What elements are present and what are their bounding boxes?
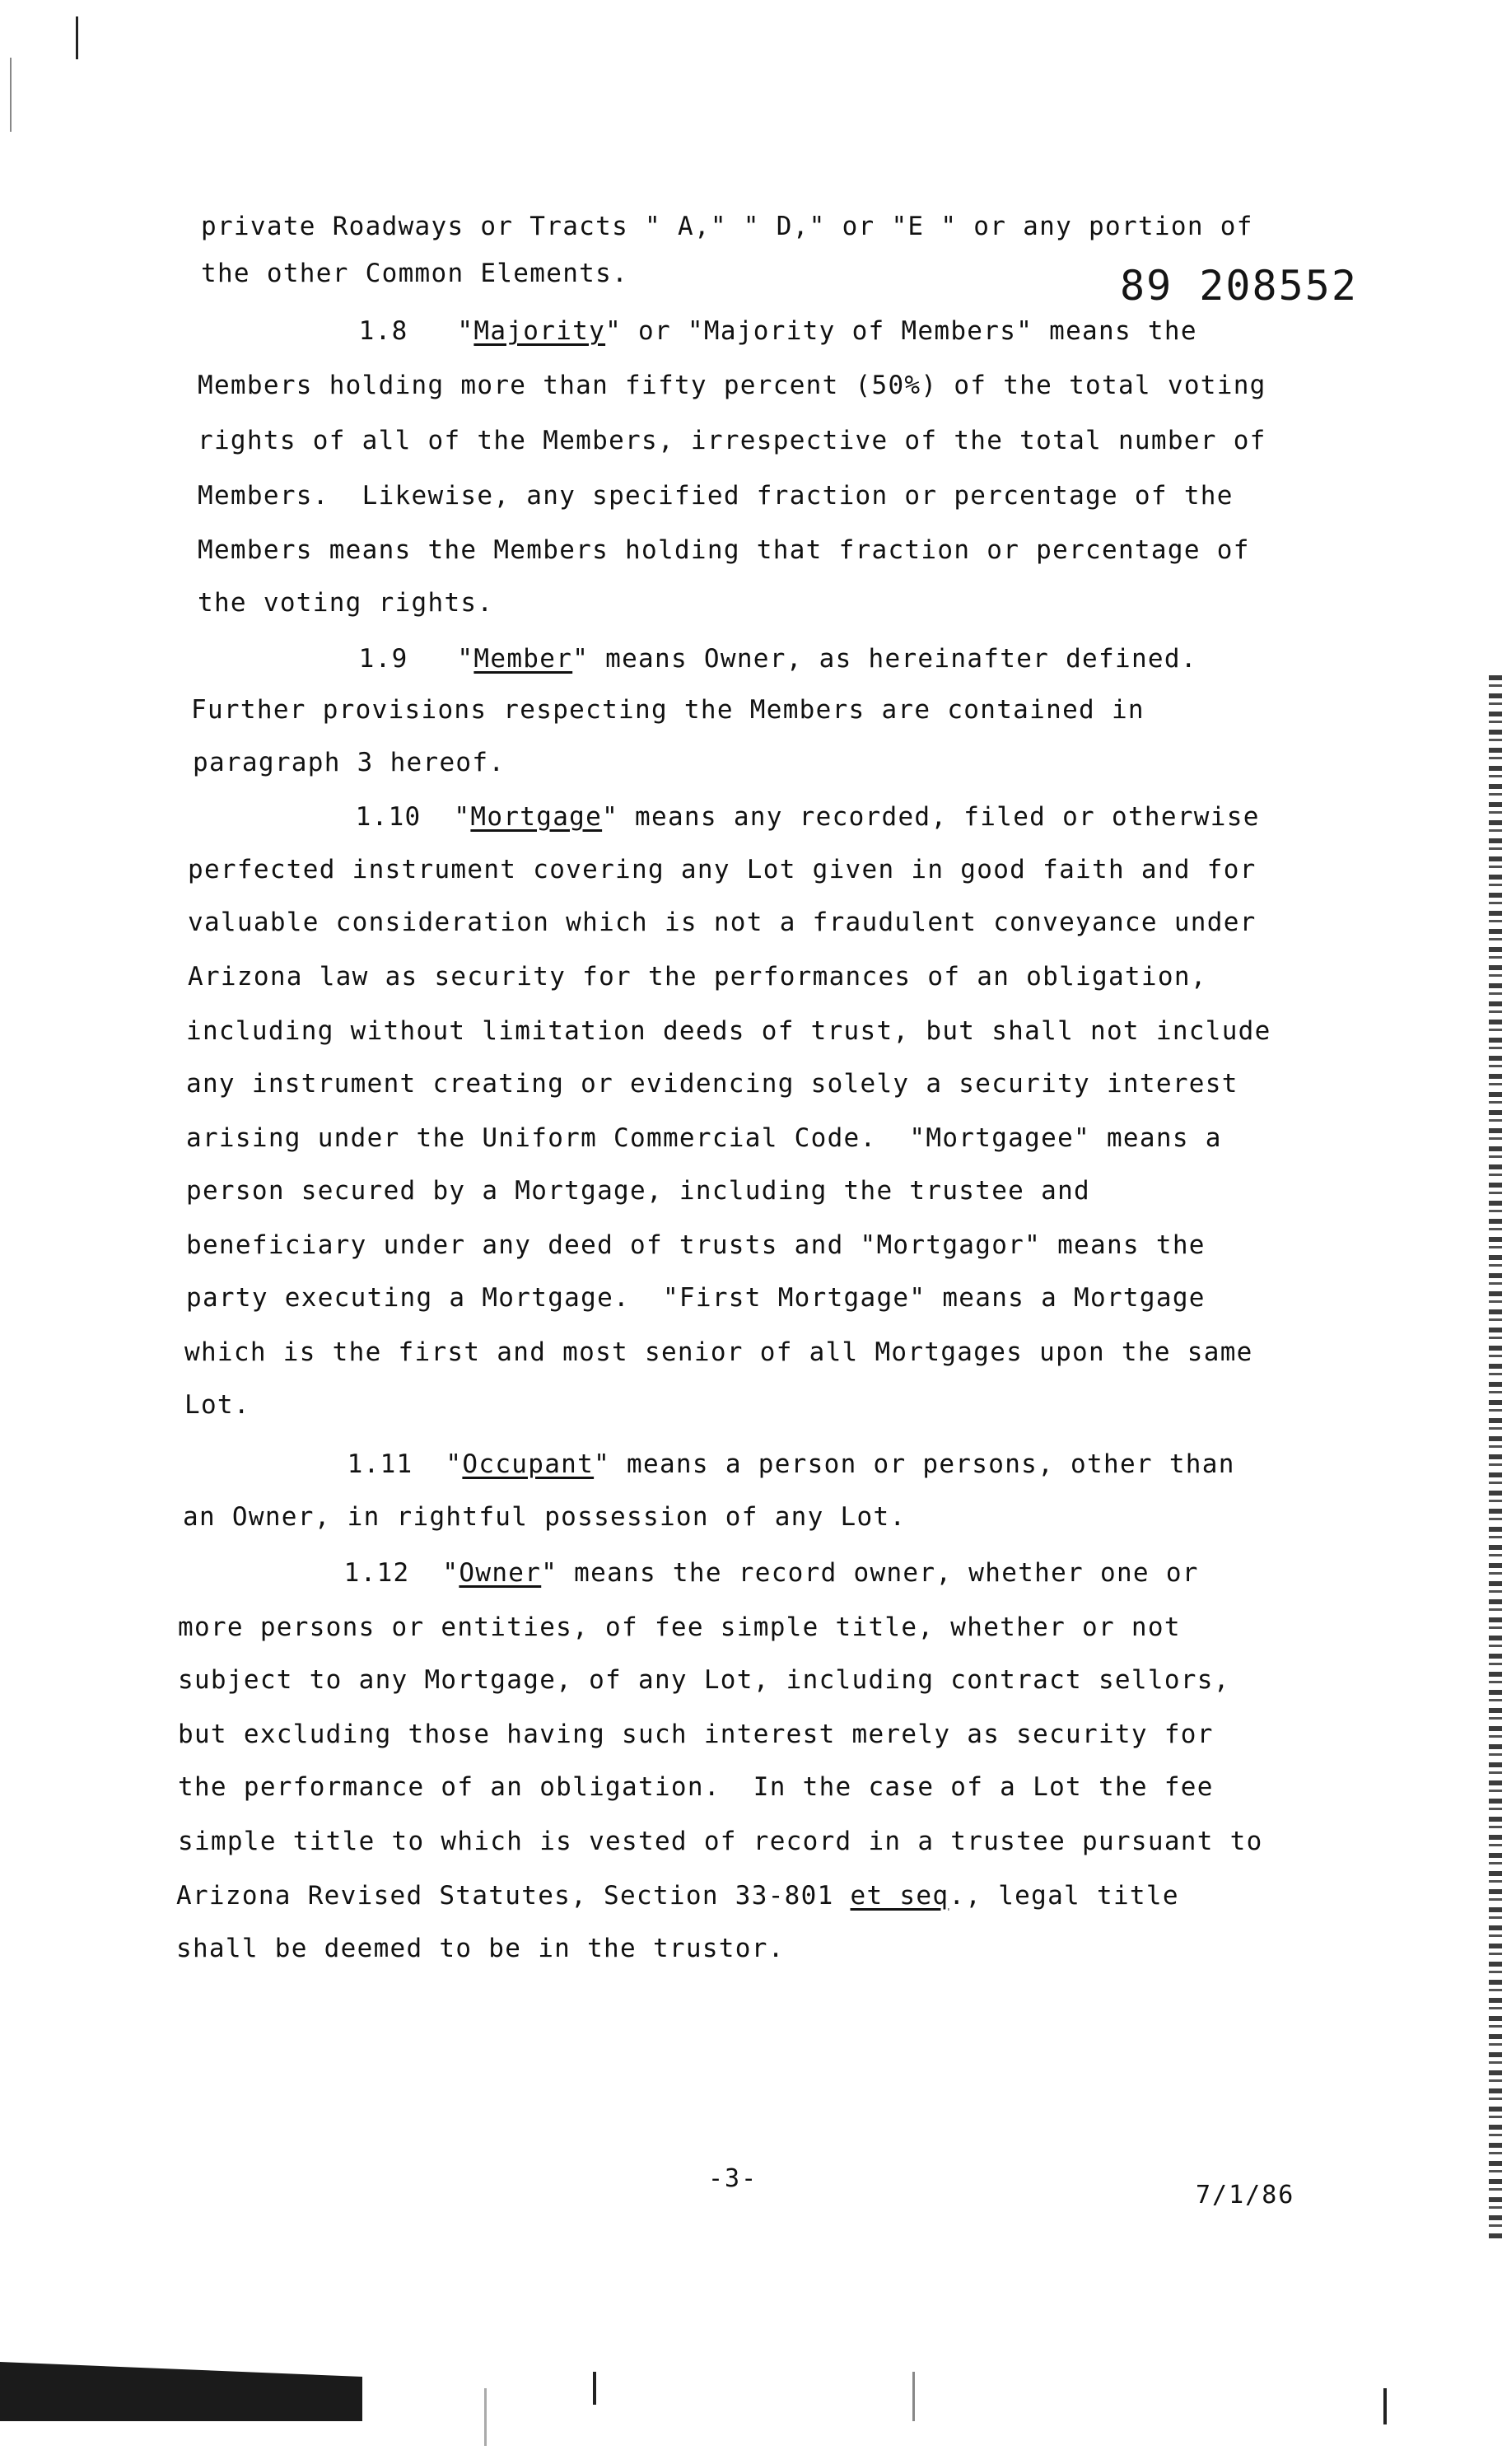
text-segment: the other Common Elements.: [201, 259, 629, 288]
scan-mark: [912, 2372, 915, 2421]
text-segment: the performance of an obligation. In the case of a Lot the fee: [178, 1772, 1214, 1802]
text-line: [180, 1556, 1332, 1589]
recording-number: 89 208552: [1120, 262, 1358, 310]
text-segment: 1.8 ": [194, 316, 474, 346]
defined-term: et seq: [850, 1881, 949, 1911]
text-segment: Further provisions respecting the Members are contained in: [191, 695, 1145, 725]
text-segment: valuable consideration which is not a fraudulent conveyance under: [188, 908, 1257, 937]
text-segment: " means the record owner, whether one or: [541, 1558, 1199, 1588]
text-segment: 1.10 ": [191, 802, 471, 832]
text-line: [198, 369, 1350, 402]
scan-edge-strip: [1489, 675, 1502, 2240]
text-segment: the voting rights.: [198, 588, 494, 618]
text-segment: ., legal title: [949, 1881, 1179, 1911]
text-line: [186, 1174, 1339, 1207]
scan-mark: [593, 2372, 596, 2405]
text-line: [184, 1388, 1337, 1421]
text-segment: perfected instrument covering any Lot given in good faith and for: [188, 855, 1257, 884]
text-segment: 1.12 ": [180, 1558, 459, 1588]
text-line: [198, 586, 1350, 619]
defined-term: Owner: [459, 1558, 542, 1588]
defined-term: Member: [473, 644, 573, 674]
text-segment: party executing a Mortgage. "First Mortgage" means a Mortgage: [186, 1283, 1206, 1313]
page-number: -3-: [708, 2164, 758, 2193]
text-line: [178, 1771, 1331, 1804]
scan-mark: [76, 16, 78, 59]
scan-mark: [10, 58, 12, 132]
text-line: [186, 1281, 1339, 1314]
text-line: [183, 1448, 1336, 1481]
text-segment: simple title to which is vested of record in a trustee pursuant to: [178, 1827, 1263, 1856]
text-line: [184, 1336, 1337, 1369]
text-segment: " means a person or persons, other than: [594, 1449, 1235, 1479]
text-line: [194, 642, 1347, 675]
text-segment: " means any recorded, filed or otherwise: [602, 802, 1260, 832]
text-segment: rights of all of the Members, irrespective of the total number of: [198, 426, 1266, 455]
text-segment: more persons or entities, of fee simple title, whether or not: [178, 1612, 1181, 1642]
text-line: [183, 1500, 1336, 1533]
text-segment: person secured by a Mortgage, including the trustee and: [186, 1176, 1090, 1206]
text-segment: Arizona law as security for the performances of an obligation,: [188, 962, 1207, 992]
text-line: [191, 693, 1344, 726]
text-line: [186, 1015, 1339, 1048]
text-segment: " or "Majority of Members" means the: [605, 316, 1197, 346]
text-line: [176, 1879, 1329, 1912]
text-line: [186, 1067, 1339, 1100]
defined-term: Occupant: [462, 1449, 595, 1479]
text-segment: " means Owner, as hereinafter defined.: [572, 644, 1197, 674]
text-line: [191, 800, 1344, 833]
text-segment: beneficiary under any deed of trusts and "Mortgagor" means the: [186, 1230, 1206, 1260]
text-line: [188, 906, 1341, 939]
text-segment: paragraph 3 hereof.: [193, 748, 506, 777]
scan-mark: [484, 2388, 487, 2446]
revision-date: 7/1/86: [1196, 2181, 1295, 2210]
defined-term: Mortgage: [470, 802, 603, 832]
text-line: [198, 479, 1350, 512]
text-line: [178, 1718, 1331, 1751]
defined-term: Majority: [473, 316, 606, 346]
text-line: [186, 1229, 1339, 1262]
text-line: [194, 315, 1347, 348]
text-segment: Arizona Revised Statutes, Section 33-801: [176, 1881, 851, 1911]
text-segment: 1.11 ": [183, 1449, 463, 1479]
text-segment: Members means the Members holding that fraction or percentage of: [198, 535, 1250, 565]
text-segment: subject to any Mortgage, of any Lot, including contract sellors,: [178, 1665, 1230, 1695]
text-line: [176, 1932, 1329, 1965]
text-segment: arising under the Uniform Commercial Code. "Mortgagee" means a: [186, 1123, 1222, 1153]
text-segment: but excluding those having such interest merely as security for: [178, 1720, 1214, 1749]
text-segment: private Roadways or Tracts " A," " D," or "E " or any portion of: [201, 212, 1253, 241]
text-line: [193, 746, 1346, 779]
scan-mark: [1383, 2388, 1387, 2424]
text-line: [201, 210, 1354, 243]
text-segment: shall be deemed to be in the trustor.: [176, 1934, 785, 1963]
text-segment: Lot.: [184, 1390, 250, 1420]
text-line: [188, 853, 1341, 886]
scan-smudge: [0, 2347, 362, 2421]
text-line: [188, 960, 1341, 993]
text-segment: Members holding more than fifty percent (50%) of the total voting: [198, 371, 1266, 400]
text-line: [198, 424, 1350, 457]
text-segment: Members. Likewise, any specified fraction or percentage of the: [198, 481, 1234, 511]
text-line: [201, 257, 1354, 290]
text-segment: including without limitation deeds of trust, but shall not include: [186, 1016, 1271, 1046]
text-segment: any instrument creating or evidencing solely a security interest: [186, 1069, 1238, 1099]
text-segment: 1.9 ": [194, 644, 474, 674]
text-segment: an Owner, in rightful possession of any Lot.: [183, 1502, 907, 1532]
text-line: [198, 534, 1350, 567]
text-line: [186, 1122, 1339, 1155]
text-line: [178, 1611, 1331, 1644]
text-line: [178, 1825, 1331, 1858]
text-segment: which is the first and most senior of all Mortgages upon the same: [184, 1337, 1253, 1367]
text-line: [178, 1664, 1331, 1696]
